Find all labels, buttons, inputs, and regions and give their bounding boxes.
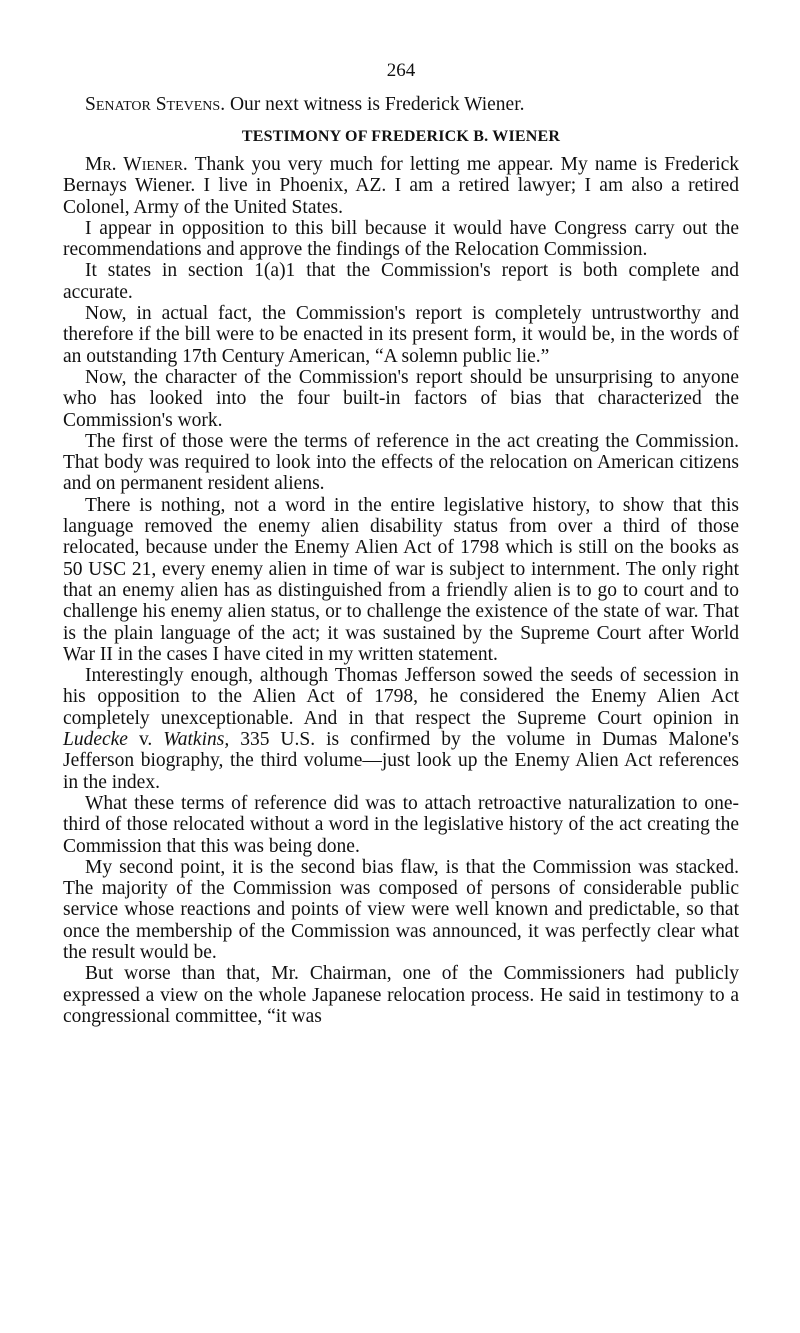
section-heading: TESTIMONY OF FREDERICK B. WIENER <box>241 128 561 145</box>
page-number: 264 <box>386 60 416 81</box>
paragraph-3: It states in section 1(a)1 that the Commission's report is both complete and accurate. <box>63 260 739 303</box>
paragraph-2: I appear in opposition to this bill because it would have Congress carry out the recommendations and approve the findings of the Relocation Commission. <box>63 217 739 261</box>
paragraph-text: Interestingly enough, although Thomas Jefferson sowed the seeds of secession in his opposition to the Alien Act of 1798, he considered the Enemy Alien Act completely unexceptionable. And in that respect the Supreme Court opinion in <box>63 665 739 729</box>
paragraph-text: 335 U.S. is confirmed by the volume in Dumas Malone's Jefferson biography, the third volume—just look up the Enemy Alien Act references in the index. <box>63 729 739 793</box>
versus-text: v. <box>127 729 164 751</box>
intro-text: Our next witness is Frederick Wiener. <box>225 94 525 115</box>
document-page <box>63 60 739 1027</box>
speaker-name: Senator Stevens. <box>85 94 226 115</box>
paragraph-7: There is nothing, not a word in the entire legislative history, to show that this language removed the enemy alien disability status from over a third of those relocated, because under the Enemy Alien Act of 1798 which is still on the books as 50 USC 21, every enemy alien in time of war is subject to internment. The only right that an enemy alien has as distinguished from a friendly alien is to go to court and to challenge his enemy alien status, or to challenge the existence of the state of war. That is the plain language of the act; it was sustained by the Supreme Court after World War II in the cases I have cited in my written statement. <box>63 494 739 665</box>
paragraph-9: What these terms of reference did was to attach retroactive naturalization to one-third of those relocated without a word in the legislative history of the act creating the Commission that this was being done. <box>63 792 739 857</box>
paragraph-10: My second point, it is the second bias flaw, is that the Commission was stacked. The majority of the Commission was composed of persons of considerable public service whose reactions and points of view were well known and predictable, so that once the membership of the Commission was announced, it was perfectly clear what the result would be. <box>63 856 739 963</box>
intro-paragraph <box>63 94 739 116</box>
paragraph-4: Now, in actual fact, the Commission's report is completely untrustworthy and therefore if the bill were to be enacted in its present form, it would be, in the words of an outstanding 17th Century American, “A solemn public lie.” <box>63 303 739 367</box>
paragraph-text: Thank you very much for letting me appear. My name is Frederick Bernays Wiener. I live in Phoenix, AZ. I am a retired lawyer; I am also a retired Colonel, Army of the United States. <box>63 154 739 218</box>
paragraph-1 <box>63 154 739 218</box>
paragraph-11: But worse than that, Mr. Chairman, one of the Commissioners had publicly expressed a view on the whole Japanese relocation process. He said in testimony to a congressional committee, “it was <box>63 963 739 1027</box>
paragraph-6: The first of those were the terms of reference in the act creating the Commission. That body was required to look into the effects of the relocation on American citizens and on permanent resident aliens. <box>63 430 739 495</box>
case-name-watkins: Watkins, <box>163 729 230 751</box>
paragraph-8 <box>63 665 739 793</box>
paragraph-5: Now, the character of the Commission's report should be unsurprising to anyone who has looked into the four built-in factors of bias that characterized the Commission's work. <box>63 366 739 431</box>
case-name-ludecke: Ludecke <box>63 729 128 751</box>
speaker-name: Mr. Wiener. <box>85 154 188 175</box>
